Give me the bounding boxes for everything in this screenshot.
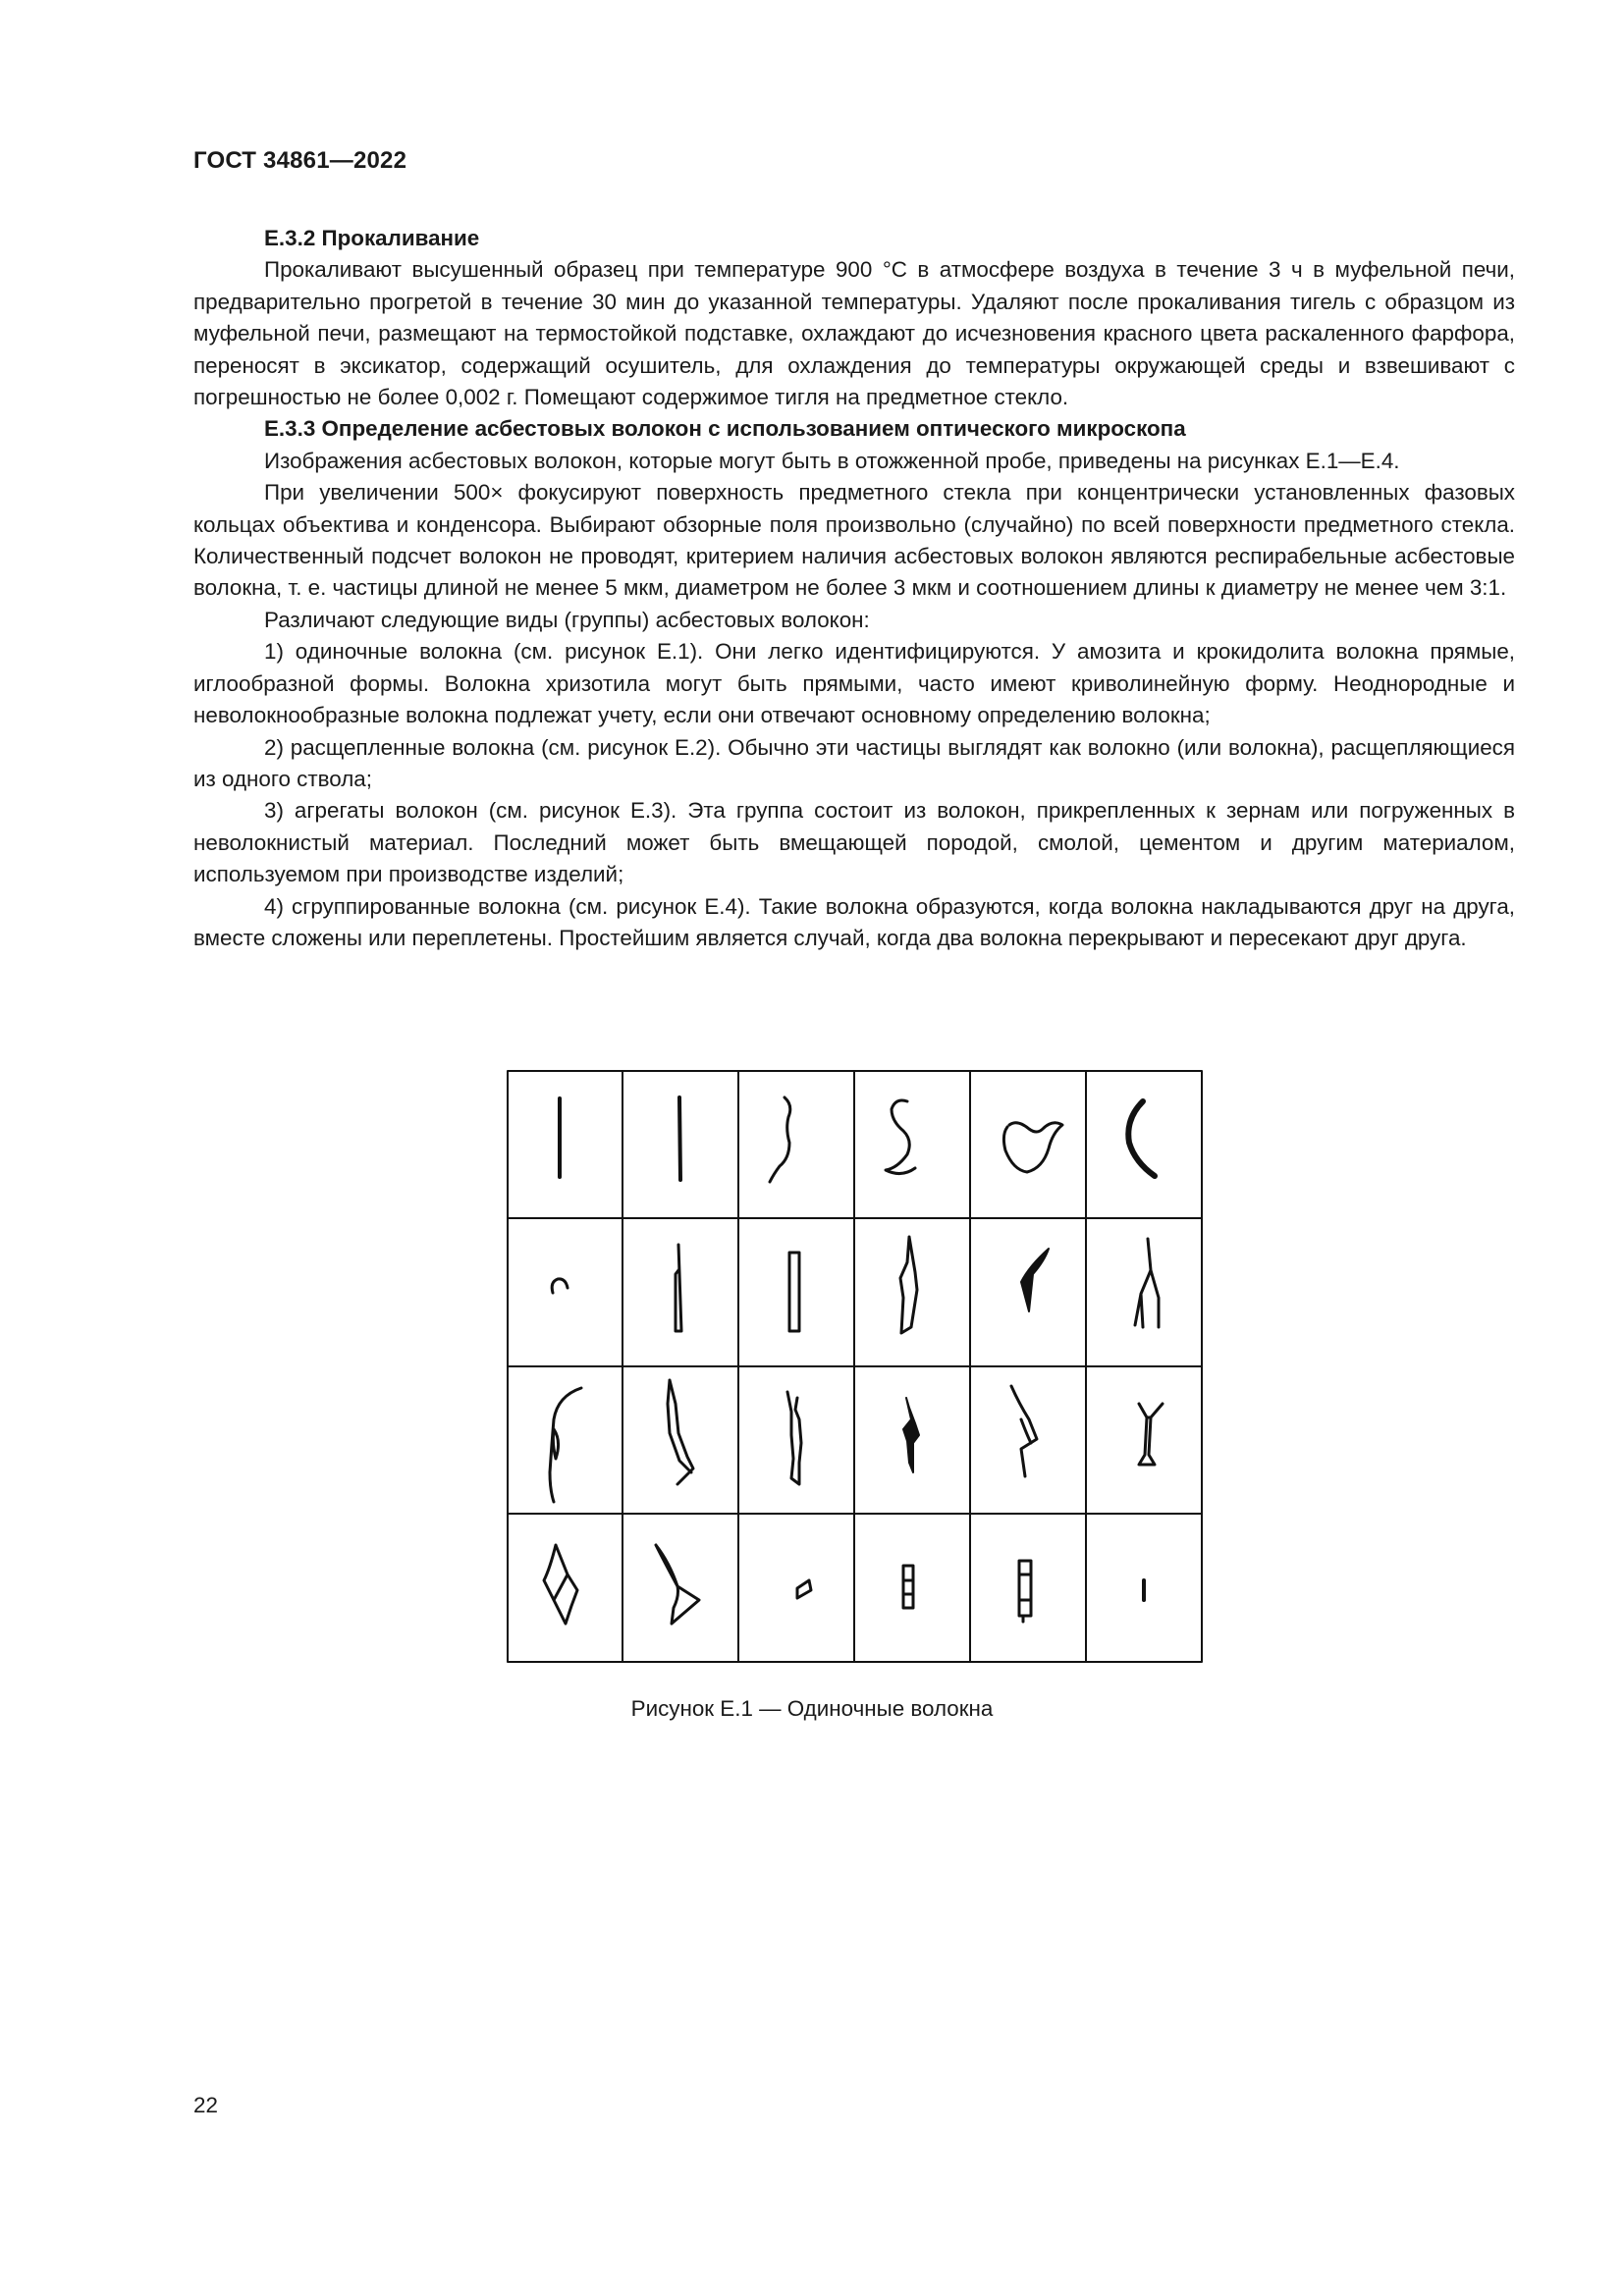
body-text xyxy=(193,223,1515,954)
section-heading-e32: Е.3.2 Прокаливание xyxy=(264,226,480,250)
fiber-sketch xyxy=(544,1545,577,1624)
document-header: ГОСТ 34861—2022 xyxy=(193,147,407,174)
fiber-sketch xyxy=(1003,1123,1062,1172)
fiber-sketch xyxy=(903,1566,913,1608)
paragraph: Различают следующие виды (группы) асбестовых волокон: xyxy=(264,607,870,632)
fiber-sketch xyxy=(552,1279,568,1293)
fiber-sketch xyxy=(668,1380,693,1484)
fiber-sketch xyxy=(787,1392,801,1484)
list-item: 1) одиночные волокна (см. рисунок Е.1). Они легко идентифицируются. У амозита и крокидолита волокна прямые, иглообразной формы. Волокна хризотила могут быть прямыми, часто имеют криволинейную форму. Неоднородные и неволокнообразные волокна подлежат учету, если они отвечают основному определению волокна; xyxy=(193,639,1515,728)
section-heading-e33: Е.3.3 Определение асбестовых волокон с использованием оптического микроскопа xyxy=(264,416,1186,442)
figure-single-fibers xyxy=(507,1070,1203,1663)
figure-caption: Рисунок Е.1 — Одиночные волокна xyxy=(630,1696,994,1721)
paragraph: Изображения асбестовых волокон, которые могут быть в отожженной пробе, приведены на рисунках Е.1—Е.4. xyxy=(264,448,1400,473)
list-item: 2) расщепленные волокна (см. рисунок Е.2). Обычно эти частицы выглядят как волокно (или волокна), расщепляющиеся из одного ствола; xyxy=(193,734,1515,791)
page-number: 22 xyxy=(193,2093,218,2117)
list-item: 4) сгруппированные волокна (см. рисунок Е.4). Такие волокна образуются, когда волокна накладываются друг на друга, вместе сложены или переплетены. Простейшим является случай, когда два волокна перекрывают и пересекают друг друга. xyxy=(193,893,1515,950)
fiber-sketch xyxy=(656,1545,699,1624)
fiber-sketch xyxy=(676,1245,681,1331)
fiber-sketch xyxy=(903,1398,919,1472)
fiber-sketch xyxy=(550,1388,581,1502)
fiber-sketch xyxy=(1135,1239,1159,1327)
fiber-sketch xyxy=(900,1237,917,1333)
fiber-sketch xyxy=(1021,1249,1049,1311)
fiber-sketch xyxy=(679,1097,680,1180)
fiber-grid-drawing xyxy=(507,1070,1203,1663)
list-item: 3) агрегаты волокон (см. рисунок Е.3). Эта группа состоит из волокон, прикрепленных к зернам или погруженных в неволокнистый материал. Последний может быть вмещающей породой, смолой, цементом и другим материалом, используемом при производстве изделий; xyxy=(193,798,1515,887)
fiber-sketch xyxy=(1128,1101,1155,1176)
fiber-sketch xyxy=(1139,1404,1163,1465)
fiber-sketch xyxy=(1019,1561,1031,1622)
paragraph-calcination: Прокаливают высушенный образец при температуре 900 °С в атмосфере воздуха в течение 3 ч в муфельной печи, предварительно прогретой в течение 30 мин до указанной температуры. Удаляют после прокаливания тигель с образцом из муфельной печи, размещают на термостойкой подставке, охлаждают до исчезновения красного цвета раскаленного фарфора, переносят в эксикатор, содержащий осушитель, для охлаждения до температуры окружающей среды и взвешивают с погрешностью не более 0,002 г. Помещают содержимое тигля на предметное стекло. xyxy=(193,257,1515,410)
fiber-sketch xyxy=(789,1253,799,1331)
fiber-sketch xyxy=(797,1580,811,1598)
grid-lines xyxy=(508,1071,1202,1662)
fiber-sketch xyxy=(886,1100,915,1174)
fiber-sketch xyxy=(770,1097,790,1182)
paragraph: При увеличении 500× фокусируют поверхность предметного стекла при концентрически установленных фазовых кольцах объектива и конденсора. Выбирают обзорные поля произвольно (случайно) по всей поверхности предметного стекла. Количественный подсчет волокон не проводят, критерием наличия асбестовых волокон являются респирабельные асбестовые волокна, т. е. частицы длиной не менее 5 мкм, диаметром не более 3 мкм и соотношением длины к диаметру не менее чем 3:1. xyxy=(193,480,1515,601)
fiber-sketch xyxy=(1011,1386,1037,1476)
